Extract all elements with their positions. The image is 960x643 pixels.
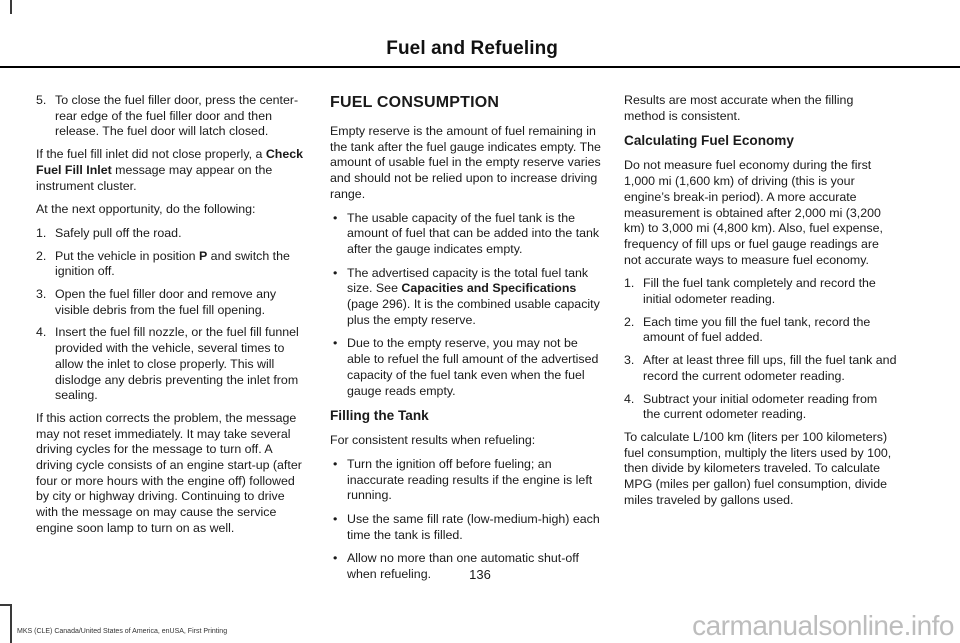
- bullet-item: • Allow no more than one automatic shut-off when refueling.: [333, 551, 579, 582]
- section-heading: FUEL CONSUMPTION: [330, 94, 500, 111]
- list-item: 2. Put the vehicle in position P and switch the ignition off.: [36, 248, 290, 279]
- bullet-item: • The usable capacity of the fuel tank is the amount of fuel that can be added into the tank after the gauge indicates empty.: [333, 210, 600, 256]
- column-middle: [330, 93, 602, 591]
- page-title: Fuel and Refueling: [386, 38, 558, 59]
- paragraph: If the fuel fill inlet did not close properly, a Check Fuel Fill Inlet message may appear on the instrument cluster.: [36, 147, 304, 193]
- watermark: carmanualsonline.info: [692, 610, 954, 641]
- paragraph: For consistent results when refueling:: [330, 433, 536, 448]
- bullet-item: • Use the same fill rate (low-medium-high) each time the tank is filled.: [333, 512, 600, 542]
- crop-mark-bottom-left: [10, 604, 12, 643]
- list-item: 2. Each time you fill the fuel tank, record the amount of fuel added.: [624, 314, 871, 345]
- bullet-item: • Due to the empty reserve, you may not be able to refuel the full amount of the advertised capacity of the fuel tank even when the fuel gauge reads empty.: [333, 336, 599, 398]
- list-item: 4. Insert the fuel fill nozzle, or the fuel fill funnel provided with the vehicle, several times to allow the inlet to close properly. This will dislodge any debris preventing the inlet from sealing.: [36, 325, 299, 403]
- list-item: 3. Open the fuel filler door and remove any visible debris from the fuel fill opening.: [36, 287, 277, 317]
- list-number: 5.: [36, 93, 47, 107]
- list-item: 3. After at least three fill ups, fill the fuel tank and record the current odometer reading.: [624, 353, 897, 383]
- paragraph: Results are most accurate when the filling method is consistent.: [624, 93, 854, 123]
- message-name: Check Fuel Fill Inlet: [36, 147, 304, 177]
- column-right: [624, 93, 897, 516]
- bullet-item: • The advertised capacity is the total fuel tank size. See Capacities and Specifications (page 296). It is the combined usable capacity plus the empty reserve.: [333, 265, 600, 327]
- paragraph: Empty reserve is the amount of fuel remaining in the tank after the fuel gauge indicates empty. The amount of usable fuel in the empty reserve varies and should not be relied upon to increase driving range.: [330, 124, 601, 201]
- paragraph: To calculate L/100 km (liters per 100 kilometers) fuel consumption, multiply the liters used by 100, then divide by kilometers traveled. To calculate MPG (miles per gallon) fuel consumption, divide miles traveled by gallons used.: [624, 429, 892, 507]
- cross-reference-link[interactable]: Capacities and Specifications: [401, 281, 577, 296]
- list-item: 4. Subtract your initial odometer reading from the current odometer reading.: [624, 391, 878, 422]
- list-item: 1. Safely pull off the road.: [36, 225, 182, 240]
- subsection-heading: Calculating Fuel Economy: [624, 133, 794, 149]
- print-footer: MKS (CLE) Canada/United States of America, enUSA, First Printing: [17, 628, 228, 635]
- paragraph: If this action corrects the problem, the message may not reset immediately. It may take several driving cycles for the message to turn off. A driving cycle consists of an engine start-up (after four or more hours with the engine off) followed by city or highway driving. Continuing to drive with the message on may cause the service engine soon lamp to turn on as well.: [36, 410, 302, 535]
- bullet-item: • Turn the ignition off before fueling; an inaccurate reading results if the engine is left running.: [333, 456, 593, 503]
- list-item: [36, 93, 308, 140]
- list-text: To close the fuel filler door, press the center-rear edge of the fuel filler door and then release. The fuel door will latch closed.: [55, 93, 299, 139]
- crop-mark-top-left: [10, 0, 12, 14]
- crop-mark-bottom-left-h: [0, 604, 12, 606]
- header-rule: [0, 66, 960, 68]
- paragraph: At the next opportunity, do the following:: [36, 202, 256, 217]
- list-item: 1. Fill the fuel tank completely and record the initial odometer reading.: [624, 276, 876, 307]
- paragraph: Do not measure fuel economy during the first 1,000 mi (1,600 km) of driving (this is your engine’s break-in period). A more accurate measurement is obtained after 2,000 mi (3,200 km) to 3,000 mi (4,800 km). Also, fuel expense, frequency of fill ups or fuel gauge readings are not accurate ways to measure fuel economy.: [624, 158, 883, 267]
- subsection-heading: Filling the Tank: [330, 408, 429, 424]
- column-left: [36, 93, 308, 545]
- page-number: 136: [469, 567, 491, 582]
